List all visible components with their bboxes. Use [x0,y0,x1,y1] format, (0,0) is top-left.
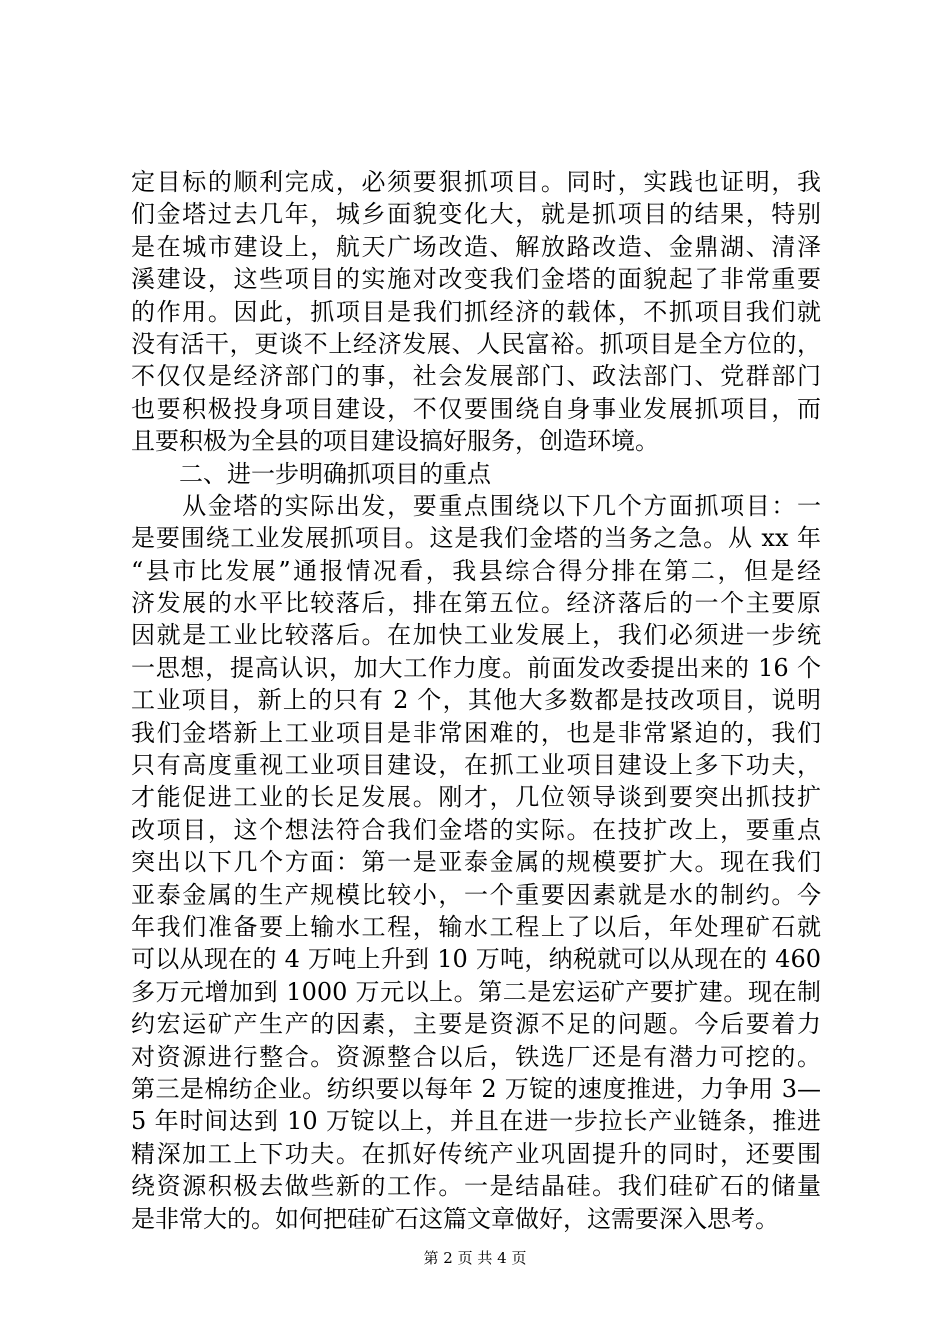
text-line: 是在城市建设上，航天广场改造、解放路改造、金鼎湖、清泽 [131,232,821,261]
text-line: 因就是工业比较落后。在加快工业发展上，我们必须进一步统 [131,621,821,650]
text-line: 没有活干，更谈不上经济发展、人民富裕。抓项目是全方位的， [131,329,821,358]
text-line: 们金塔过去几年，城乡面貌变化大，就是抓项目的结果，特别 [131,200,821,229]
text-line: 突出以下几个方面：第一是亚泰金属的规模要扩大。现在我们 [131,848,821,877]
text-line: 不仅仅是经济部门的事，社会发展部门、政法部门、党群部门 [131,362,821,391]
text-line: 5 年时间达到 10 万锭以上，并且在进一步拉长产业链条，推进 [131,1107,821,1136]
text-line: 改项目，这个想法符合我们金塔的实际。在技扩改上，要重点 [131,815,821,844]
text-line: 二、进一步明确抓项目的重点 [131,459,491,488]
body-text [131,166,821,1235]
text-line: 济发展的水平比较落后，排在第五位。经济落后的一个主要原 [131,589,821,618]
text-line: 才能促进工业的长足发展。刚才，几位领导谈到要突出抓技扩 [131,783,821,812]
text-line: 亚泰金属的生产规模比较小，一个重要因素就是水的制约。今 [131,880,821,909]
text-line: 工业项目，新上的只有 2 个，其他大多数都是技改项目，说明 [131,686,821,715]
text-line: 可以从现在的 4 万吨上升到 10 万吨，纳税就可以从现在的 460 [131,945,821,974]
text-line: 第三是棉纺企业。纺织要以每年 2 万锭的速度推进，力争用 3— [131,1074,821,1103]
text-line: 绕资源积极去做些新的工作。一是结晶硅。我们硅矿石的储量 [131,1172,821,1201]
text-line: 精深加工上下功夫。在抓好传统产业巩固提升的同时，还要围 [131,1139,821,1168]
text-line: “县市比发展”通报情况看，我县综合得分排在第二，但是经 [131,556,821,585]
text-line: 从金塔的实际出发，要重点围绕以下几个方面抓项目：一 [131,491,821,520]
text-line: 约宏运矿产生产的因素，主要是资源不足的问题。今后要着力 [131,1010,821,1039]
text-line: 是非常大的。如何把硅矿石这篇文章做好，这需要深入思考。 [131,1204,779,1233]
text-line: 对资源进行整合。资源整合以后，铁选厂还是有潜力可挖的。 [131,1042,821,1071]
page-footer: 第 2 页 共 4 页 [423,1249,527,1267]
text-line: 且要积极为全县的项目建设搞好服务，创造环境。 [131,427,659,456]
text-line: 的作用。因此，抓项目是我们抓经济的载体，不抓项目我们就 [131,297,821,326]
text-line: 定目标的顺利完成，必须要狠抓项目。同时，实践也证明，我 [131,168,821,196]
text-line: 多万元增加到 1000 万元以上。第二是宏运矿产要扩建。现在制 [131,977,821,1006]
text-line: 是要围绕工业发展抓项目。这是我们金塔的当务之急。从 xx 年 [131,524,821,553]
text-line: 一思想，提高认识，加大工作力度。前面发改委提出来的 16 个 [131,653,821,682]
text-line: 我们金塔新上工业项目是非常困难的，也是非常紧迫的，我们 [131,718,821,747]
text-line: 年我们准备要上输水工程，输水工程上了以后，年处理矿石就 [131,912,821,941]
text-line: 只有高度重视工业项目建设，在抓工业项目建设上多下功夫， [131,751,821,780]
text-line: 溪建设，这些项目的实施对改变我们金塔的面貌起了非常重要 [131,265,821,294]
text-line: 也要积极投身项目建设，不仅要围绕自身事业发展抓项目，而 [131,394,821,423]
